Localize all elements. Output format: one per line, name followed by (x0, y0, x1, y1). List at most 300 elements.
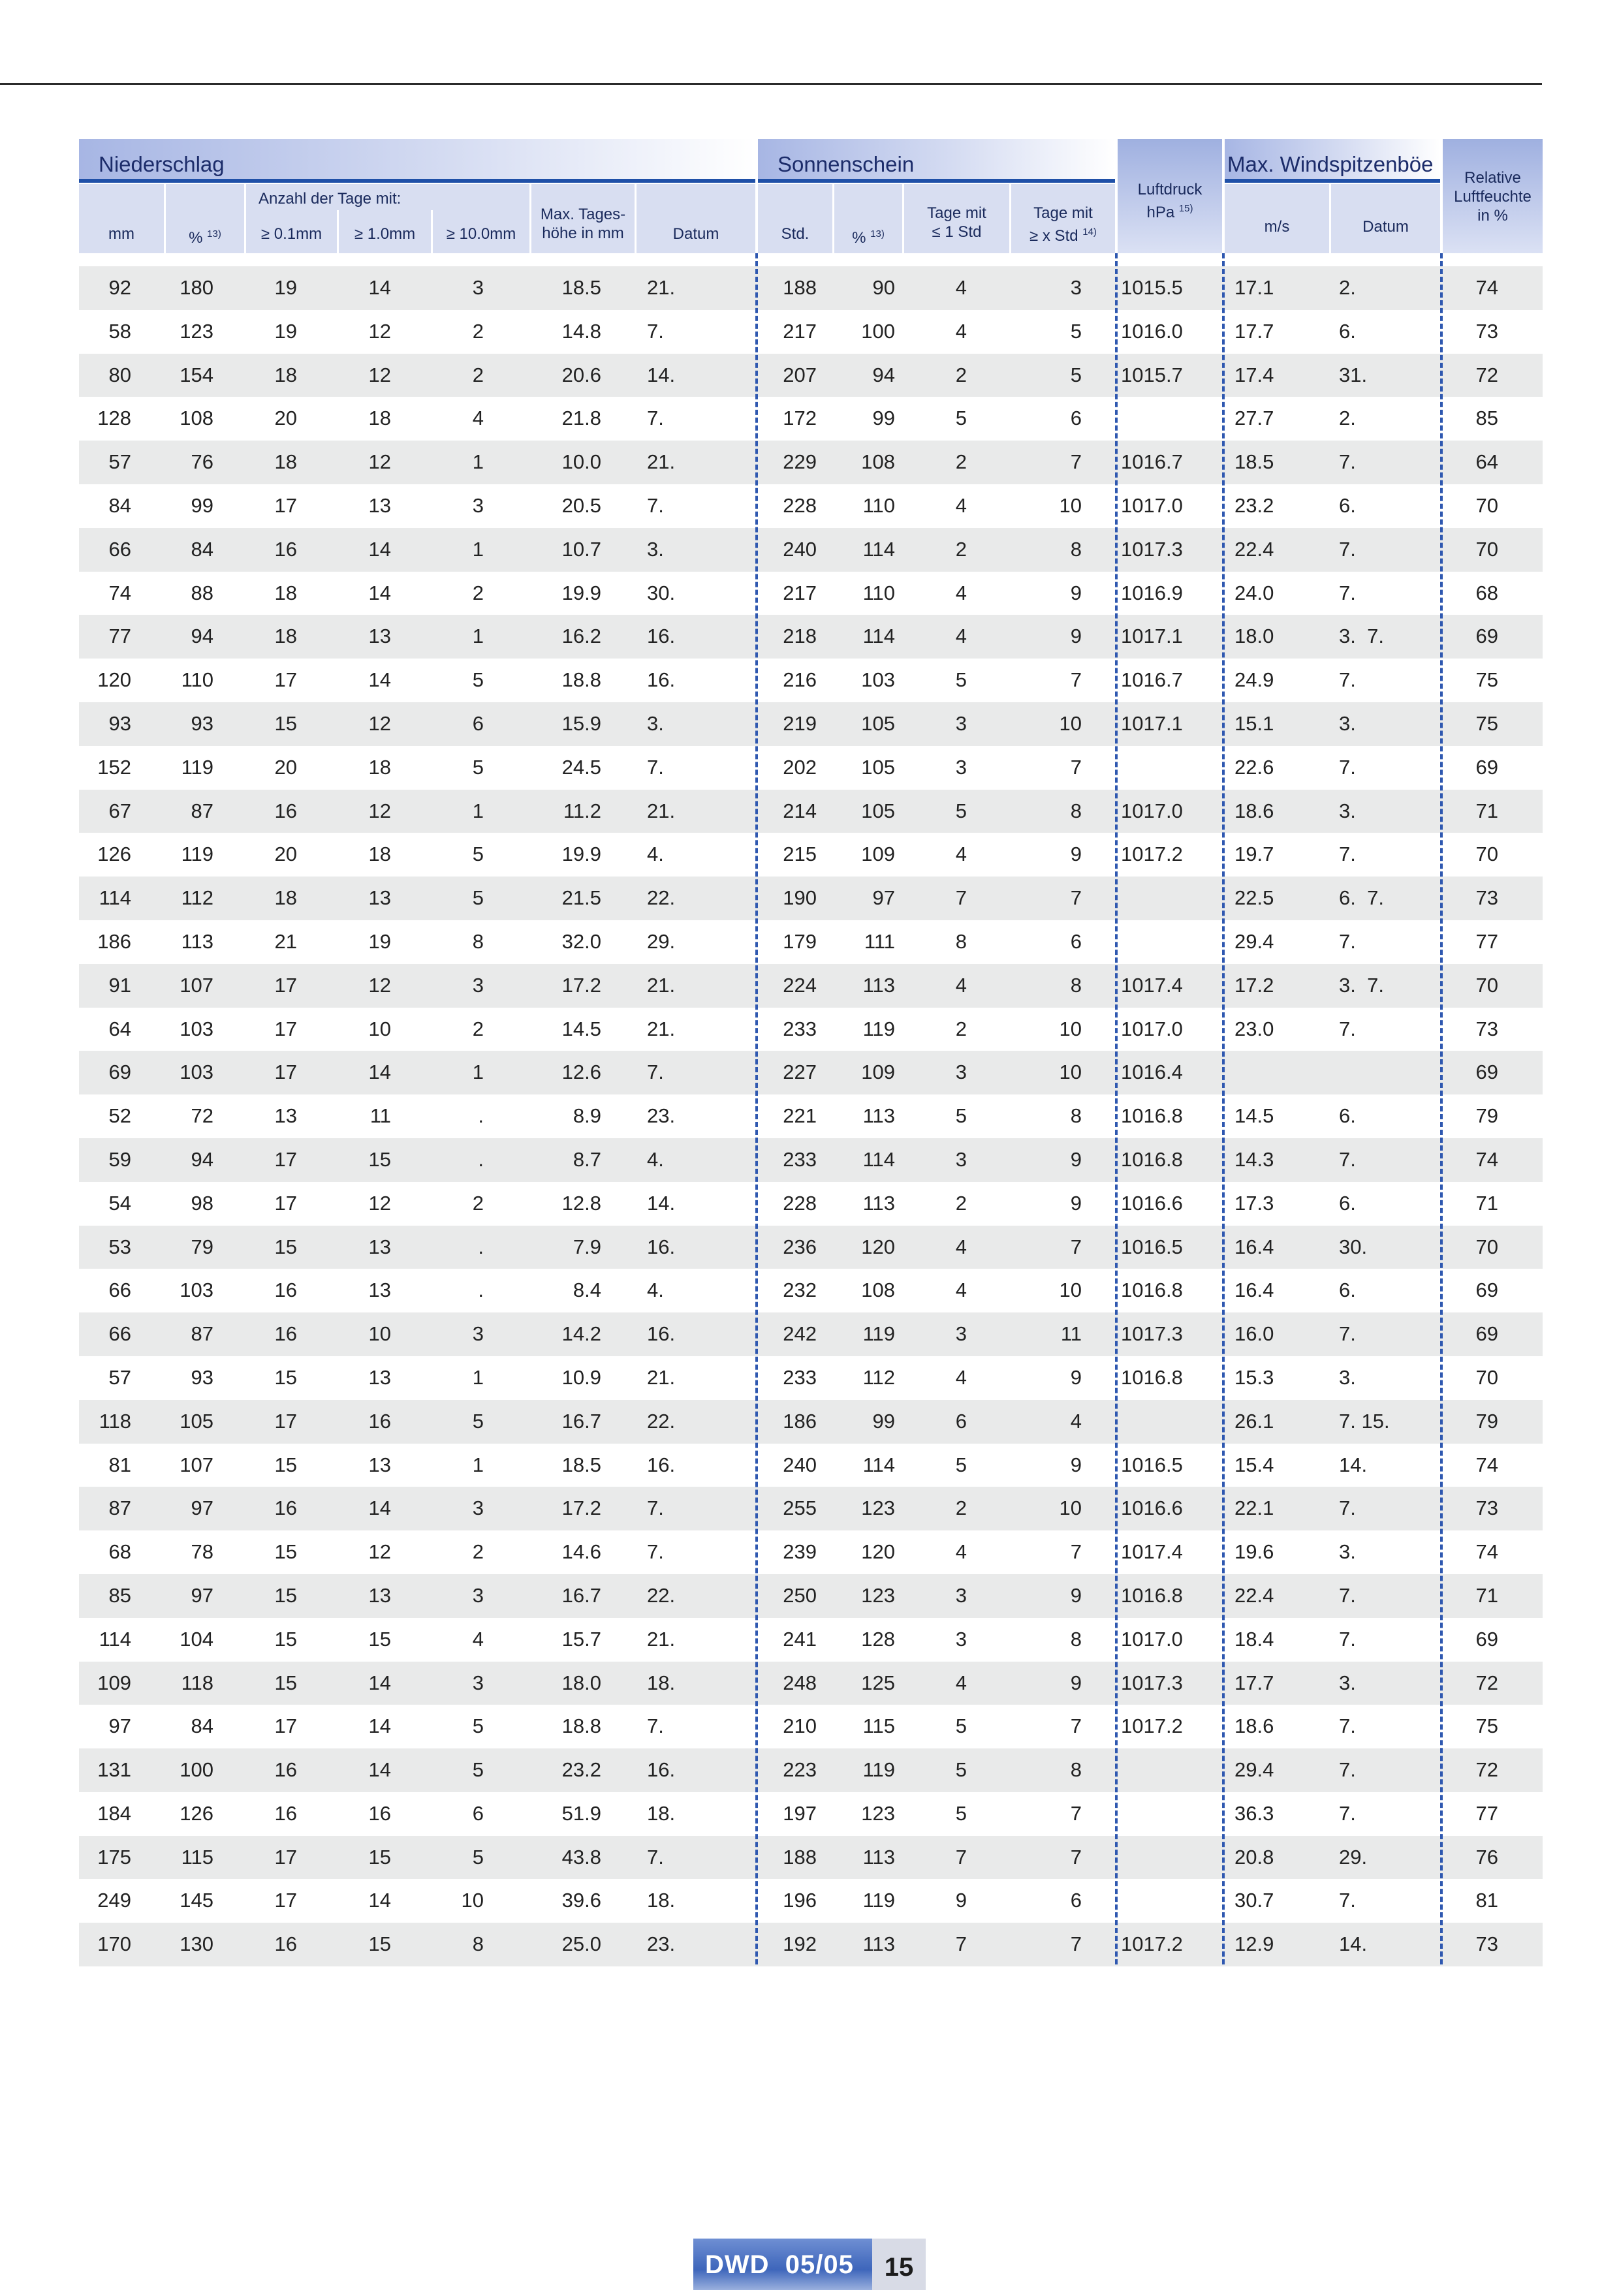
cell-std: 186 (783, 1409, 817, 1433)
col-pct-note: 13) (207, 228, 221, 240)
table-row (79, 354, 1543, 397)
cell-pct: 118 (181, 1671, 213, 1694)
cell-pct: 97 (191, 1583, 213, 1607)
cell-luftdruck: 1016.5 (1121, 1235, 1183, 1258)
cell-mm: 120 (97, 668, 131, 692)
table-row (79, 702, 1543, 746)
cell-d10: 15 (368, 1147, 391, 1171)
cell-max: 43.8 (561, 1845, 601, 1869)
cell-luftdruck: 1016.6 (1121, 1497, 1183, 1520)
cell-d01: 17 (274, 1714, 297, 1738)
table-row (79, 528, 1543, 572)
cell-luftdruck: 1015.7 (1121, 363, 1183, 386)
cell-mm: 249 (97, 1889, 131, 1912)
cell-w-datum: 6. 7. (1339, 886, 1384, 910)
niederschlag-header (79, 139, 755, 180)
cell-tage-xstd: 9 (1070, 1671, 1082, 1694)
cell-pct: 103 (180, 1061, 213, 1084)
cell-d10: 14 (368, 581, 391, 604)
page-number: 15 (872, 2239, 926, 2290)
wind-header (1225, 139, 1440, 180)
cell-w-datum: 7. (1339, 1801, 1356, 1825)
cell-humidity: 70 (1475, 973, 1498, 997)
cell-s-pct: 119 (862, 1017, 895, 1040)
cell-s-pct: 120 (861, 1540, 895, 1564)
table-row (79, 1530, 1543, 1574)
cell-d01: 15 (274, 1627, 297, 1651)
cell-tage-xstd: 7 (1070, 1932, 1082, 1956)
cell-datum: 7. (647, 755, 664, 779)
cell-luftdruck: 1017.3 (1121, 1322, 1183, 1346)
cell-d10: 12 (368, 363, 391, 386)
cell-s-pct: 120 (861, 1235, 895, 1258)
cell-pct: 112 (181, 886, 213, 910)
cell-d01: 15 (274, 1365, 297, 1389)
cell-luftdruck: 1017.3 (1121, 1671, 1183, 1694)
cell-w-datum: 6. (1339, 1279, 1356, 1302)
cell-s-pct: 125 (861, 1671, 895, 1694)
cell-tage-1std: 5 (955, 799, 967, 822)
cell-d10: 14 (368, 1061, 391, 1084)
cell-humidity: 69 (1475, 1061, 1498, 1084)
col-humidity-line3: in % (1477, 207, 1508, 225)
cell-mm: 57 (108, 450, 131, 474)
cell-mm: 175 (97, 1845, 131, 1869)
cell-d100: 8 (472, 1932, 484, 1956)
cell-datum: 7. (647, 1061, 664, 1084)
cell-luftdruck: 1016.8 (1121, 1147, 1183, 1171)
cell-humidity: 69 (1475, 1279, 1498, 1302)
cell-humidity: 70 (1475, 493, 1498, 517)
cell-tage-1std: 4 (955, 493, 967, 517)
cell-humidity: 74 (1475, 276, 1498, 299)
footer-badge (693, 2239, 926, 2290)
cell-max: 20.6 (561, 363, 601, 386)
cell-mm: 77 (108, 625, 131, 648)
cell-s-pct: 109 (861, 843, 895, 866)
cell-max: 19.9 (561, 843, 601, 866)
cell-s-pct: 114 (862, 625, 895, 648)
cell-ms: 36.3 (1234, 1801, 1274, 1825)
cell-ms: 12.9 (1234, 1932, 1274, 1956)
cell-max: 17.2 (561, 1497, 601, 1520)
cell-mm: 57 (108, 1365, 131, 1389)
cell-tage-xstd: 10 (1059, 711, 1082, 735)
cell-d100: 2 (472, 319, 484, 343)
cell-d100: 3 (472, 973, 484, 997)
cell-max: 14.5 (561, 1017, 601, 1040)
cell-humidity: 69 (1475, 755, 1498, 779)
cell-d01: 17 (274, 1191, 297, 1215)
table-row (79, 310, 1543, 354)
cell-ms: 18.5 (1234, 450, 1274, 474)
cell-s-pct: 100 (861, 319, 895, 343)
sonnenschein-underline (758, 179, 1115, 183)
cell-ms: 22.4 (1234, 1583, 1274, 1607)
cell-max: 16.7 (561, 1583, 601, 1607)
cell-s-pct: 99 (872, 1409, 895, 1433)
cell-tage-1std: 8 (955, 929, 967, 953)
cell-max: 7.9 (573, 1235, 601, 1258)
cell-pct: 103 (180, 1017, 213, 1040)
col-max (531, 205, 635, 243)
cell-luftdruck: 1016.8 (1121, 1583, 1183, 1607)
cell-datum: 22. (647, 1583, 676, 1607)
cell-std: 240 (783, 537, 817, 561)
cell-d10: 10 (368, 1322, 391, 1346)
cell-d10: 15 (368, 1932, 391, 1956)
table-row (79, 659, 1543, 702)
cell-d01: 17 (274, 1409, 297, 1433)
col-s-pct-note: 13) (870, 228, 885, 240)
cell-pct: 104 (180, 1627, 213, 1651)
cell-mm: 69 (108, 1061, 131, 1084)
cell-ms: 14.3 (1234, 1147, 1274, 1171)
table-row (79, 615, 1543, 659)
cell-tage-1std: 7 (955, 886, 967, 910)
cell-d10: 16 (368, 1801, 391, 1825)
table-row (79, 1400, 1543, 1444)
cell-mm: 66 (108, 537, 131, 561)
cell-std: 207 (783, 363, 817, 386)
cell-d01: 19 (274, 319, 297, 343)
table-row (79, 1792, 1543, 1836)
cell-luftdruck: 1016.0 (1121, 319, 1183, 343)
cell-humidity: 70 (1475, 537, 1498, 561)
cell-d01: 15 (274, 711, 297, 735)
cell-w-datum: 7. (1339, 1322, 1356, 1346)
cell-std: 224 (783, 973, 817, 997)
cell-humidity: 70 (1475, 843, 1498, 866)
cell-ms: 23.2 (1234, 493, 1274, 517)
cell-max: 18.8 (561, 668, 601, 692)
cell-tage-1std: 4 (955, 276, 967, 299)
cell-mm: 54 (108, 1191, 131, 1215)
cell-d01: 19 (274, 276, 297, 299)
cell-luftdruck: 1016.4 (1121, 1061, 1183, 1084)
col-pct (166, 225, 244, 247)
cell-tage-xstd: 8 (1070, 973, 1082, 997)
cell-humidity: 73 (1475, 1932, 1498, 1956)
cell-w-datum: 30. (1339, 1235, 1368, 1258)
cell-tage-1std: 2 (955, 1017, 967, 1040)
cell-humidity: 77 (1475, 1801, 1498, 1825)
cell-humidity: 69 (1475, 625, 1498, 648)
cell-max: 10.9 (561, 1365, 601, 1389)
cell-s-pct: 113 (862, 1932, 895, 1956)
col-tage-xstd-line2 (1011, 223, 1115, 245)
cell-datum: 16. (647, 1453, 676, 1476)
cell-w-datum: 7. (1339, 537, 1356, 561)
table-row (79, 1879, 1543, 1923)
cell-humidity: 74 (1475, 1453, 1498, 1476)
cell-ms: 22.6 (1234, 755, 1274, 779)
cell-datum: 4. (647, 843, 664, 866)
cell-tage-1std: 9 (955, 1889, 967, 1912)
wind-title: Max. Windspitzenböe (1227, 152, 1434, 176)
table-row (79, 920, 1543, 964)
cell-std: 217 (783, 581, 817, 604)
cell-humidity: 72 (1475, 1758, 1498, 1782)
cell-datum: 16. (647, 1235, 676, 1258)
cell-ms: 16.4 (1234, 1279, 1274, 1302)
cell-std: 233 (783, 1147, 817, 1171)
cell-d01: 18 (274, 450, 297, 474)
table-row (79, 1094, 1543, 1138)
cell-humidity: 68 (1475, 581, 1498, 604)
cell-luftdruck: 1016.8 (1121, 1279, 1183, 1302)
cell-std: 218 (783, 625, 817, 648)
cell-d100: 2 (472, 363, 484, 386)
col-humidity (1443, 168, 1543, 225)
cell-luftdruck: 1016.7 (1121, 668, 1183, 692)
cell-mm: 114 (99, 1627, 131, 1651)
cell-d10: 14 (368, 276, 391, 299)
cell-tage-1std: 5 (955, 1453, 967, 1476)
cell-d01: 15 (274, 1453, 297, 1476)
cell-datum: 3. (647, 537, 664, 561)
cell-s-pct: 113 (862, 973, 895, 997)
col-w-datum: Datum (1362, 218, 1409, 236)
cell-w-datum: 7. (1339, 1147, 1356, 1171)
cell-datum: 7. (647, 407, 664, 430)
cell-max: 10.7 (561, 537, 601, 561)
table-row (79, 1051, 1543, 1094)
sonnenschein-title: Sonnenschein (778, 152, 915, 176)
cell-s-pct: 113 (862, 1191, 895, 1215)
cell-tage-xstd: 9 (1070, 1453, 1082, 1476)
cell-std: 179 (783, 929, 817, 953)
cell-d10: 10 (368, 1017, 391, 1040)
cell-tage-xstd: 10 (1059, 1497, 1082, 1520)
cell-w-datum: 3. (1339, 711, 1356, 735)
cell-datum: 16. (647, 625, 676, 648)
cell-humidity: 64 (1475, 450, 1498, 474)
cell-d01: 18 (274, 581, 297, 604)
cell-luftdruck: 1017.0 (1121, 799, 1183, 822)
cell-s-pct: 108 (861, 1279, 895, 1302)
cell-luftdruck: 1016.5 (1121, 1453, 1183, 1476)
cell-d100: 4 (472, 407, 484, 430)
cell-d01: 20 (274, 407, 297, 430)
cell-w-datum: 3. (1339, 1540, 1356, 1564)
cell-max: 21.8 (561, 407, 601, 430)
cell-d10: 14 (368, 537, 391, 561)
cell-ms: 20.8 (1234, 1845, 1274, 1869)
cell-d01: 17 (274, 1061, 297, 1084)
cell-s-pct: 103 (861, 668, 895, 692)
cell-d01: 20 (274, 755, 297, 779)
cell-tage-1std: 2 (955, 1497, 967, 1520)
cell-s-pct: 94 (872, 363, 895, 386)
cell-mm: 97 (108, 1714, 131, 1738)
cell-std: 239 (783, 1540, 817, 1564)
cell-d01: 17 (274, 493, 297, 517)
cell-d100: 1 (472, 450, 484, 474)
cell-mm: 53 (108, 1235, 131, 1258)
cell-s-pct: 119 (862, 1322, 895, 1346)
cell-max: 32.0 (561, 929, 601, 953)
cell-d01: 16 (274, 537, 297, 561)
cell-mm: 81 (108, 1453, 131, 1476)
table-row (79, 964, 1543, 1008)
cell-w-datum: 7. (1339, 1627, 1356, 1651)
cell-ms: 24.0 (1234, 581, 1274, 604)
cell-w-datum: 3. 7. (1339, 973, 1384, 997)
cell-ms: 29.4 (1234, 929, 1274, 953)
cell-tage-xstd: 7 (1070, 886, 1082, 910)
separator-humidity (1440, 253, 1443, 1964)
cell-datum: 16. (647, 668, 676, 692)
cell-d100: 1 (472, 1061, 484, 1084)
cell-std: 233 (783, 1365, 817, 1389)
cell-mm: 58 (108, 319, 131, 343)
cell-datum: 21. (647, 1627, 676, 1651)
cell-d100: 1 (472, 1453, 484, 1476)
cell-luftdruck: 1016.8 (1121, 1365, 1183, 1389)
cell-pct: 123 (180, 319, 213, 343)
cell-s-pct: 115 (862, 1714, 895, 1738)
cell-d01: 15 (274, 1235, 297, 1258)
cell-std: 196 (783, 1889, 817, 1912)
cell-d01: 17 (274, 668, 297, 692)
cell-tage-1std: 5 (955, 407, 967, 430)
cell-datum: 30. (647, 581, 676, 604)
cell-ms: 17.1 (1234, 276, 1274, 299)
cell-max: 18.5 (561, 1453, 601, 1476)
cell-s-pct: 123 (861, 1583, 895, 1607)
cell-std: 221 (783, 1104, 817, 1128)
cell-d10: 12 (368, 1191, 391, 1215)
cell-d01: 15 (274, 1583, 297, 1607)
cell-pct: 105 (180, 1409, 213, 1433)
col-pct-label: % (189, 229, 203, 247)
cell-std: 223 (783, 1758, 817, 1782)
cell-humidity: 71 (1475, 799, 1498, 822)
cell-max: 18.0 (561, 1671, 601, 1694)
cell-datum: 23. (647, 1932, 676, 1956)
cell-w-datum: 7. 15. (1339, 1409, 1390, 1433)
cell-datum: 4. (647, 1147, 664, 1171)
cell-std: 210 (783, 1714, 817, 1738)
cell-ms: 18.6 (1234, 1714, 1274, 1738)
cell-tage-xstd: 6 (1070, 1889, 1082, 1912)
cell-luftdruck: 1016.6 (1121, 1191, 1183, 1215)
cell-tage-xstd: 7 (1070, 1845, 1082, 1869)
cell-w-datum: 7. (1339, 450, 1356, 474)
cell-d100: 1 (472, 537, 484, 561)
cell-std: 217 (783, 319, 817, 343)
cell-pct: 99 (191, 493, 213, 517)
cell-datum: 23. (647, 1104, 676, 1128)
cell-s-pct: 110 (862, 493, 895, 517)
cell-w-datum: 7. (1339, 1758, 1356, 1782)
cell-datum: 18. (647, 1801, 676, 1825)
cell-mm: 66 (108, 1279, 131, 1302)
cell-d100: 3 (472, 276, 484, 299)
cell-tage-1std: 3 (955, 1583, 967, 1607)
table-row (79, 266, 1543, 310)
cell-mm: 52 (108, 1104, 131, 1128)
cell-max: 14.2 (561, 1322, 601, 1346)
cell-std: 233 (783, 1017, 817, 1040)
cell-d100: 10 (461, 1889, 484, 1912)
cell-d10: 13 (368, 1583, 391, 1607)
cell-max: 21.5 (561, 886, 601, 910)
cell-d100: 5 (472, 1845, 484, 1869)
cell-d100: 1 (472, 1365, 484, 1389)
cell-mm: 80 (108, 363, 131, 386)
col-ms: m/s (1264, 218, 1290, 236)
cell-w-datum: 7. (1339, 1583, 1356, 1607)
cell-humidity: 72 (1475, 363, 1498, 386)
cell-d10: 13 (368, 1279, 391, 1302)
cell-pct: 115 (181, 1845, 213, 1869)
cell-d100: 4 (472, 1627, 484, 1651)
cell-tage-1std: 7 (955, 1932, 967, 1956)
cell-d100: 2 (472, 1191, 484, 1215)
cell-luftdruck (1121, 1748, 1225, 1792)
cell-d10: 18 (368, 755, 391, 779)
cell-pct: 100 (180, 1758, 213, 1782)
cell-luftdruck: 1017.2 (1121, 843, 1183, 866)
cell-d01: 16 (274, 1322, 297, 1346)
cell-humidity: 85 (1475, 407, 1498, 430)
cell-humidity: 74 (1475, 1540, 1498, 1564)
cell-d01: 16 (274, 1279, 297, 1302)
cell-w-datum: 3. (1339, 799, 1356, 822)
cell-d10: 15 (368, 1627, 391, 1651)
cell-s-pct: 123 (861, 1801, 895, 1825)
cell-ms: 15.3 (1234, 1365, 1274, 1389)
cell-tage-xstd: 7 (1070, 668, 1082, 692)
cell-std: 216 (783, 668, 817, 692)
cell-tage-xstd: 11 (1060, 1322, 1082, 1346)
cell-tage-1std: 4 (955, 319, 967, 343)
footer-label: DWD 05/05 (705, 2250, 854, 2279)
cell-tage-xstd: 9 (1070, 843, 1082, 866)
niederschlag-title: Niederschlag (99, 152, 225, 176)
cell-w-datum: 3. 7. (1339, 625, 1384, 648)
cell-ms: 27.7 (1234, 407, 1274, 430)
cell-max: 51.9 (561, 1801, 601, 1825)
col-humidity-line2: Luftfeuchte (1454, 188, 1532, 206)
cell-tage-xstd: 8 (1070, 799, 1082, 822)
cell-tage-1std: 2 (955, 363, 967, 386)
cell-max: 12.6 (561, 1061, 601, 1084)
table-row (79, 1312, 1543, 1356)
cell-d10: 12 (368, 799, 391, 822)
cell-datum: 7. (647, 1540, 664, 1564)
cell-max: 39.6 (561, 1889, 601, 1912)
cell-tage-xstd: 5 (1070, 363, 1082, 386)
cell-s-pct: 113 (862, 1104, 895, 1128)
cell-mm: 126 (97, 843, 131, 866)
cell-tage-xstd: 10 (1059, 1061, 1082, 1084)
cell-humidity: 73 (1475, 886, 1498, 910)
cell-tage-1std: 3 (955, 1627, 967, 1651)
cell-pct: 87 (191, 799, 213, 822)
cell-s-pct: 128 (861, 1627, 895, 1651)
cell-tage-xstd: 10 (1059, 1279, 1082, 1302)
cell-max: 19.9 (561, 581, 601, 604)
cell-tage-xstd: 9 (1070, 1365, 1082, 1389)
cell-mm: 64 (108, 1017, 131, 1040)
cell-mm: 152 (97, 755, 131, 779)
cell-tage-1std: 4 (955, 625, 967, 648)
cell-d10: 13 (368, 886, 391, 910)
cell-d10: 14 (368, 668, 391, 692)
